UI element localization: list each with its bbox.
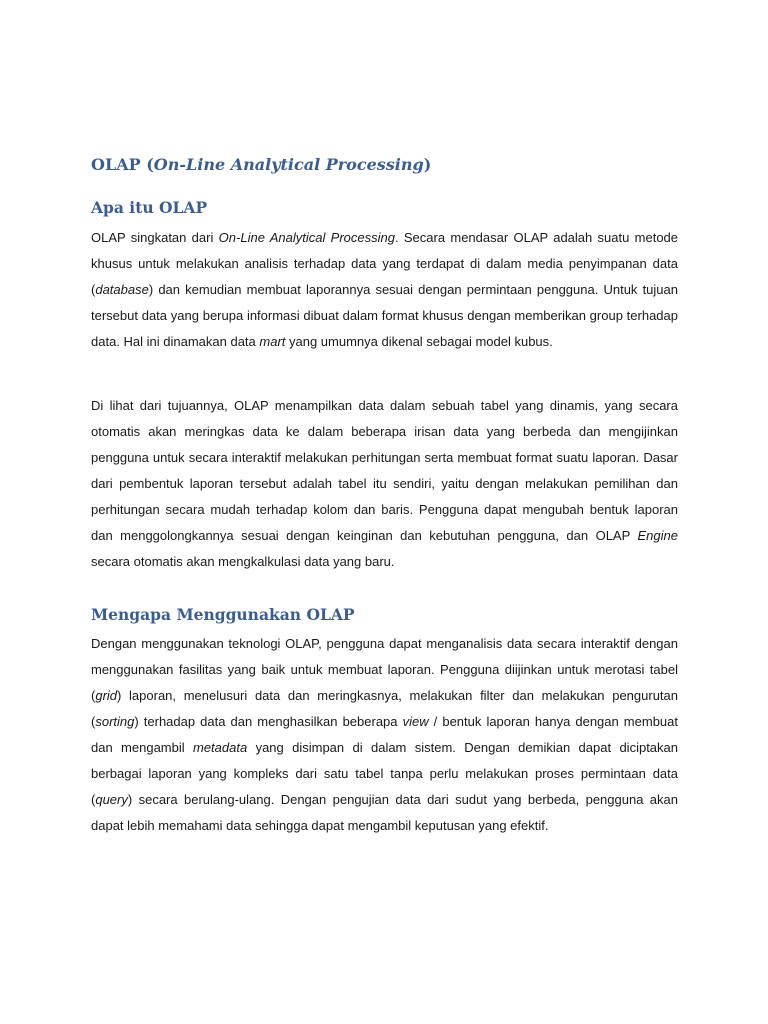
text-run: yang umumnya dikenal sebagai model kubus. <box>285 334 553 349</box>
paragraph <box>91 631 678 839</box>
title-suffix: ) <box>423 155 432 174</box>
italic-term: grid <box>95 688 118 703</box>
title-italic: On-Line Analytical Processing <box>153 155 424 174</box>
document-title <box>91 155 431 174</box>
text-run: yang disimpan di dalam sistem. Dengan demikian dapat diciptakan berbagai laporan yang kompleks dari satu tabel tanpa perlu melakukan proses permintaan data ( <box>91 740 678 807</box>
text-run: OLAP singkatan dari <box>91 230 219 245</box>
text-run: Dengan menggunakan teknologi OLAP, pengguna dapat menganalisis data secara interaktif dengan menggunakan fasilitas yang baik untuk membuat laporan. Pengguna diijinkan untuk merotasi tabel ( <box>91 636 678 703</box>
section-heading: Apa itu OLAP <box>91 198 208 217</box>
italic-term: query <box>95 792 128 807</box>
italic-term: database <box>95 282 149 297</box>
text-run: ) dan kemudian membuat laporannya sesuai dengan permintaan pengguna. Untuk tujuan tersebut data yang berupa informasi dibuat dalam format khusus dengan memberikan group terhadap data. Hal ini dinamakan data <box>91 282 678 349</box>
section-apa-itu-olap-continued <box>91 393 678 575</box>
section-heading: Mengapa Menggunakan OLAP <box>91 605 355 624</box>
text-run: ) terhadap data dan menghasilkan beberapa <box>134 714 403 729</box>
italic-term: mart <box>259 334 286 349</box>
text-run: secara otomatis akan mengkalkulasi data yang baru. <box>91 554 395 569</box>
text-run: ) laporan, menelusuri data dan meringkasnya, melakukan filter dan melakukan pengurutan ( <box>91 688 678 729</box>
text-run: ) secara berulang-ulang. Dengan pengujian data dari sudut yang berbeda, pengguna akan dapat lebih memahami data sehingga dapat mengambil keputusan yang efektif. <box>91 792 678 833</box>
italic-term: view <box>402 714 429 729</box>
paragraph <box>91 225 678 355</box>
text-run: Di lihat dari tujuannya, OLAP menampilkan data dalam sebuah tabel yang dinamis, yang secara otomatis akan meringkas data ke dalam beberapa irisan data yang berbeda dan mengijinkan pengguna untuk secara interaktif melakukan perhitungan serta membuat format suatu laporan. Dasar dari pembentuk laporan tersebut adalah tabel itu sendiri, yaitu dengan melakukan pemilihan dan perhitungan secara mudah terhadap kolom dan baris. Pengguna dapat mengubah bentuk laporan dan menggolongkannya sesuai dengan keinginan dan kebutuhan pengguna, dan OLAP <box>91 398 678 543</box>
italic-term: sorting <box>95 714 135 729</box>
italic-term: Engine <box>637 528 678 543</box>
text-run: . Secara mendasar OLAP adalah suatu metode khusus untuk melakukan analisis terhadap data yang terdapat di dalam media penyimpanan data ( <box>91 230 679 297</box>
title-prefix: OLAP ( <box>91 155 154 174</box>
text-run: / bentuk laporan hanya dengan membuat dan mengambil <box>91 714 678 755</box>
italic-term: metadata <box>193 740 248 755</box>
italic-term: On-Line Analytical Processing <box>218 230 395 245</box>
section-mengapa-menggunakan-olap <box>91 605 678 839</box>
paragraph <box>91 393 678 575</box>
section-apa-itu-olap <box>91 198 678 355</box>
